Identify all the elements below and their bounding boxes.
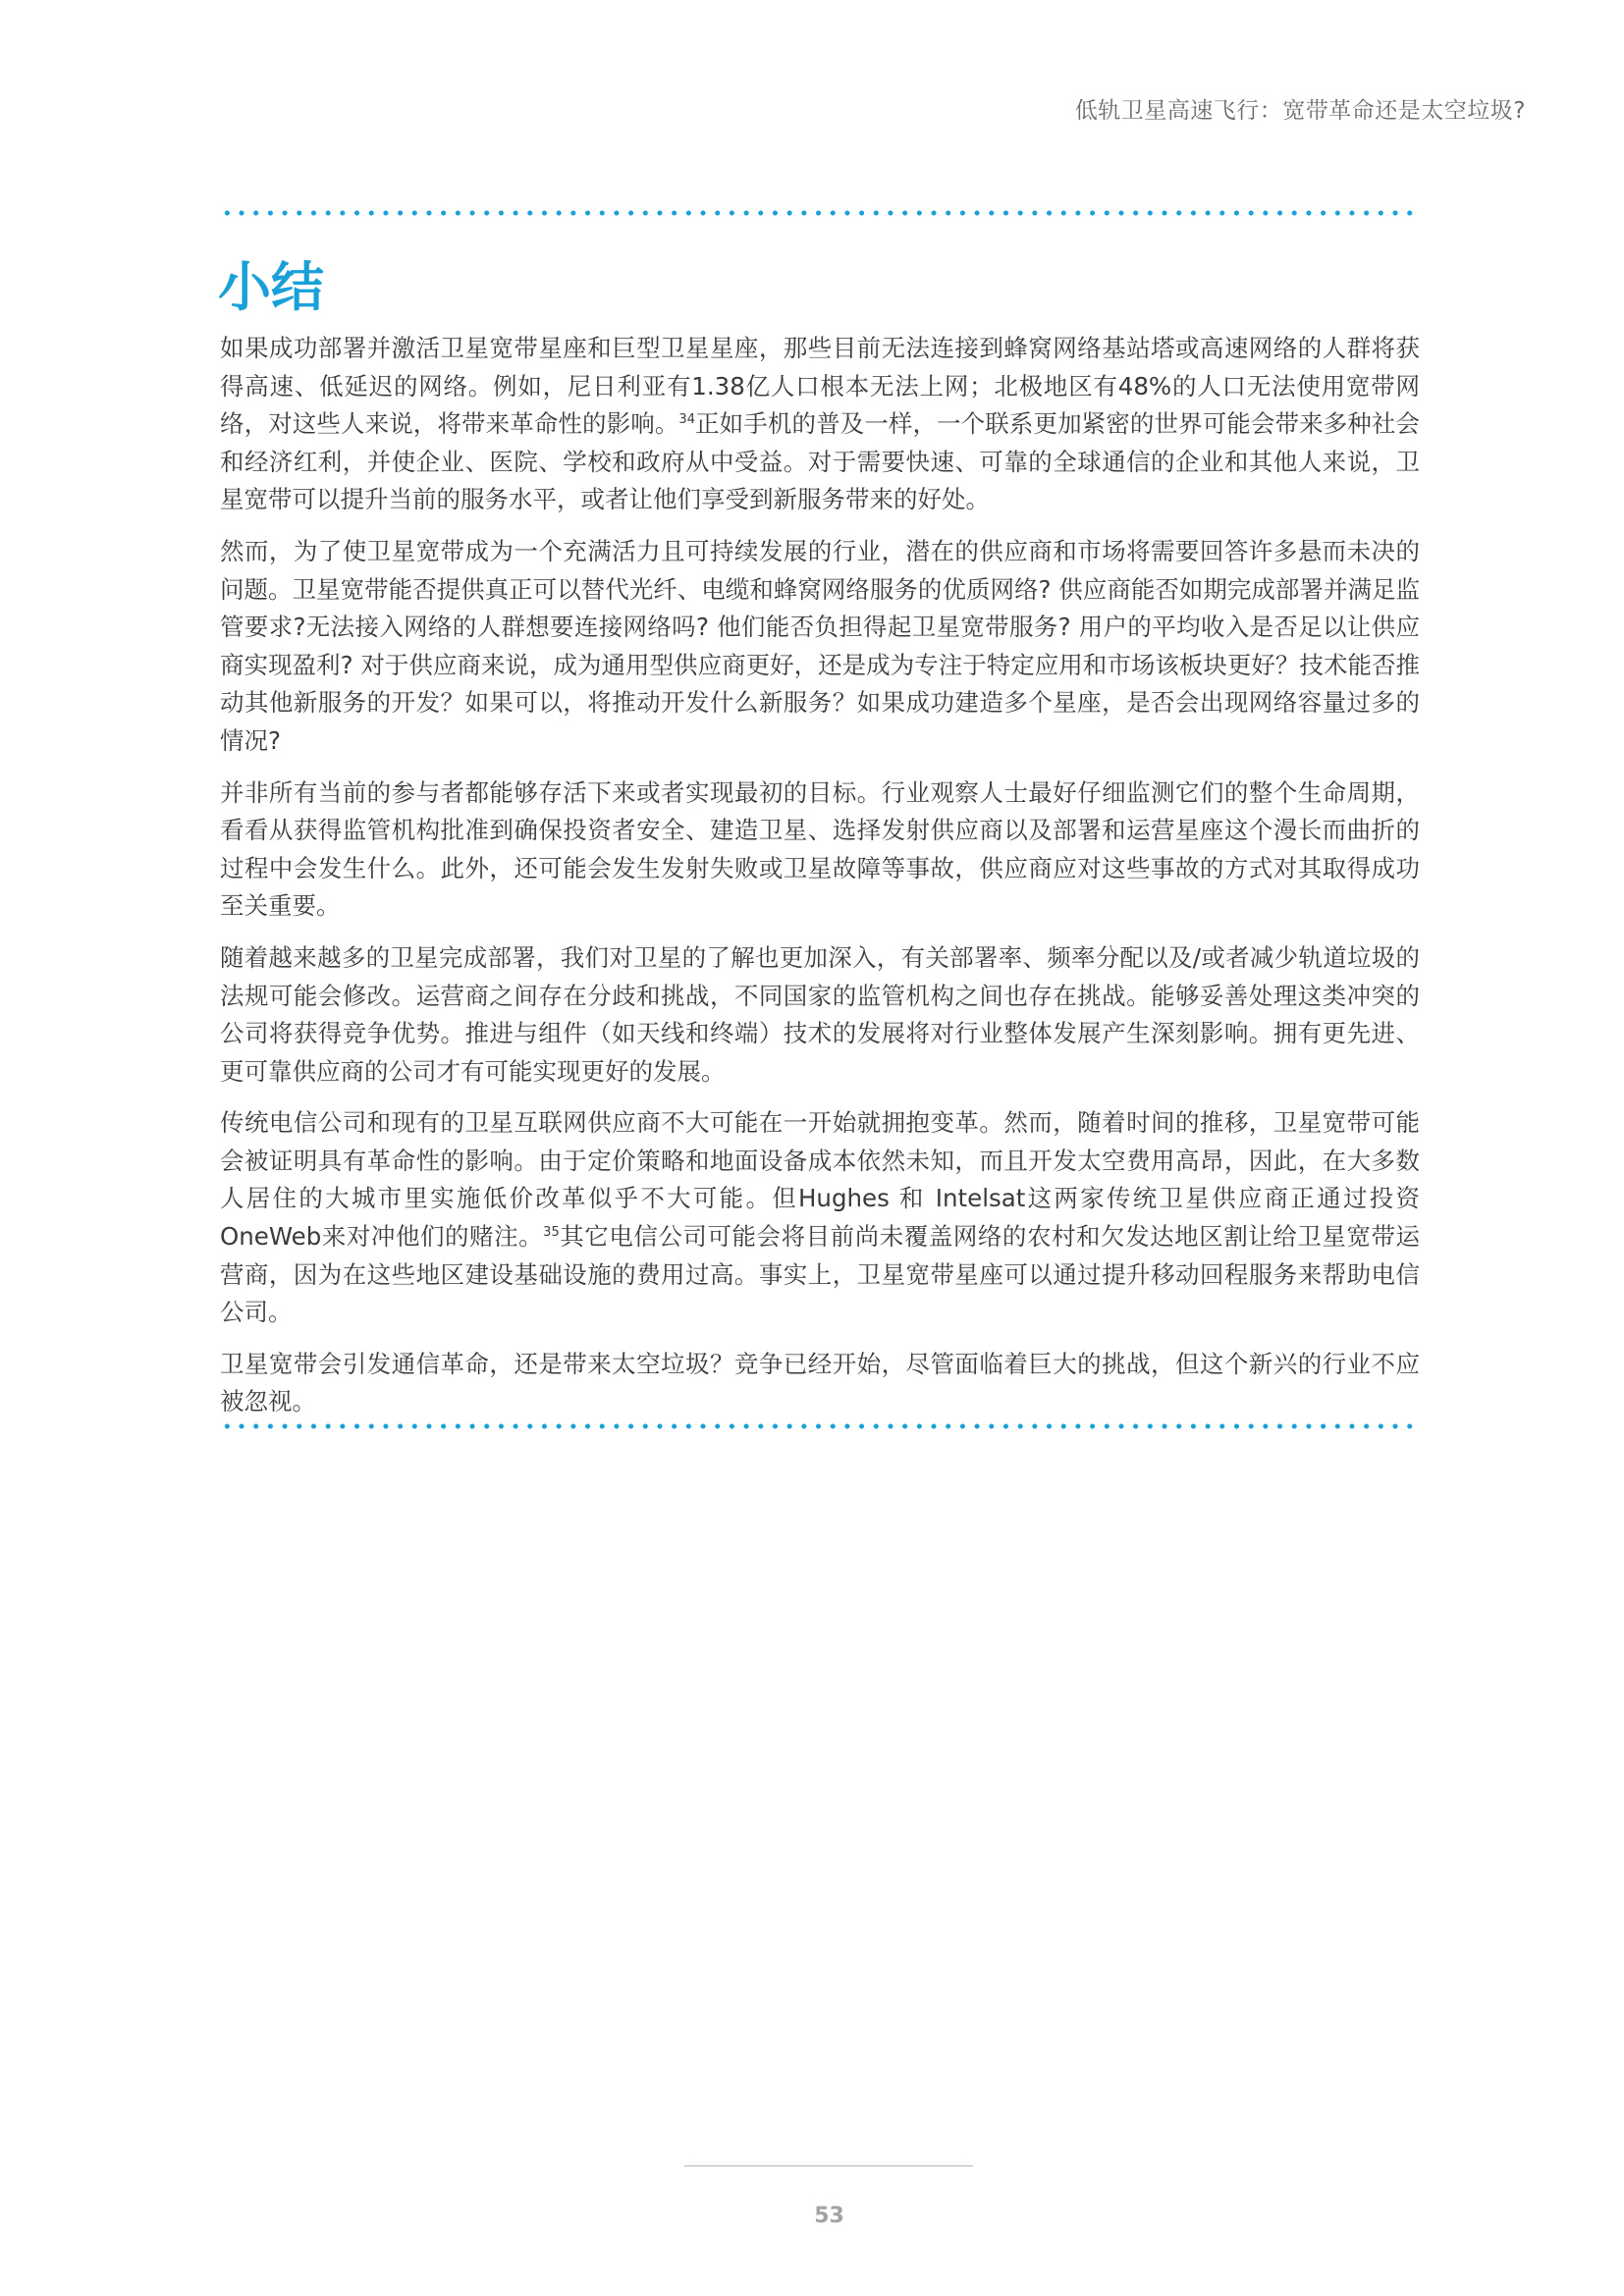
paragraph-6: 卫星宽带会引发通信革命，还是带来太空垃圾？竞争已经开始，尽管面临着巨大的挑战，但这个新兴的行业不应被忽视。 xyxy=(220,1349,1420,1416)
footer-rule xyxy=(684,2165,973,2166)
body-text xyxy=(220,330,1420,1435)
section-title: 小结 xyxy=(218,256,324,318)
paragraph-5-text-a: 传统电信公司和现有的卫星互联网供应商不大可能在一开始就拥抱变革。然而，随着时间的推移，卫星宽带可能会被证明具有革命性的影响。由于定价策略和地面设备成本依然未知，而且开发太空费用高昂，因此，在大多数人居住的大城市里实施低价改革似乎不大可能。但Hughes 和 Intelsat这两家传统卫星供应商正通过投资OneWeb来对冲他们的赌注。 xyxy=(220,1108,1420,1252)
paragraph-1-text-b: 正如手机的普及一样，一个联系更加紧密的世界可能会带来多种社会和经济红利，并使企业、医院、学校和政府从中受益。对于需要快速、可靠的全球通信的企业和其他人来说，卫星宽带可以提升当前的服务水平，或者让他们享受到新服务带来的好处。 xyxy=(220,409,1420,514)
running-header: 低轨卫星高速飞行：宽带革命还是太空垃圾? xyxy=(1074,98,1526,124)
paragraph-2: 然而，为了使卫星宽带成为一个充满活力且可持续发展的行业，潜在的供应商和市场将需要回答许多悬而未决的问题。卫星宽带能否提供真正可以替代光纤、电缆和蜂窝网络服务的优质网络? 供应商能否如期完成部署并满足监管要求?无法接入网络的人群想要连接网络吗? 他们能否负担得起卫星宽带服务? 用户的平均收入是否足以让供应商实现盈利? 对于供应商来说，成为通用型供应商更好，还是成为专注于特定应用和市场该板块更好？技术能否推动其他新服务的开发？如果可以，将推动开发什么新服务？如果成功建造多个星座，是否会出现网络容量过多的情况? xyxy=(220,536,1420,755)
paragraph-5 xyxy=(220,1104,1420,1332)
paragraph-5-text-b: 其它电信公司可能会将目前尚未覆盖网络的农村和欠发达地区割让给卫星宽带运营商，因为在这些地区建设基础设施的费用过高。事实上，卫星宽带星座可以通过提升移动回程服务来帮助电信公司。 xyxy=(220,1222,1420,1327)
footnote-ref-35[interactable]: 35 xyxy=(543,1224,560,1240)
paragraph-1-text-a: 如果成功部署并激活卫星宽带星座和巨型卫星星座，那些目前无法连接到蜂窝网络基站塔或高速网络的人群将获得高速、低延迟的网络。例如，尼日利亚有1.38亿人口根本无法上网；北极地区有48%的人口无法使用宽带网络，对这些人来说，将带来革命性的影响。 xyxy=(220,334,1420,439)
dotted-divider-bottom xyxy=(220,1423,1420,1429)
paragraph-4: 随着越来越多的卫星完成部署，我们对卫星的了解也更加深入，有关部署率、频率分配以及/或者减少轨道垃圾的法规可能会修改。运营商之间存在分歧和挑战，不同国家的监管机构之间也存在挑战。能够妥善处理这类冲突的公司将获得竞争优势。推进与组件（如天线和终端）技术的发展将对行业整体发展产生深刻影响。拥有更先进、更可靠供应商的公司才有可能实现更好的发展。 xyxy=(220,942,1420,1086)
dotted-divider-top xyxy=(220,210,1420,216)
paragraph-1 xyxy=(220,330,1420,519)
page-number: 53 xyxy=(814,2204,844,2228)
paragraph-3: 并非所有当前的参与者都能够存活下来或者实现最初的目标。行业观察人士最好仔细监测它们的整个生命周期，看看从获得监管机构批准到确保投资者安全、建造卫星、选择发射供应商以及部署和运营星座这个漫长而曲折的过程中会发生什么。此外，还可能会发生发射失败或卫星故障等事故，供应商应对这些事故的方式对其取得成功至关重要。 xyxy=(220,777,1420,921)
footnote-ref-34[interactable]: 34 xyxy=(678,412,695,428)
